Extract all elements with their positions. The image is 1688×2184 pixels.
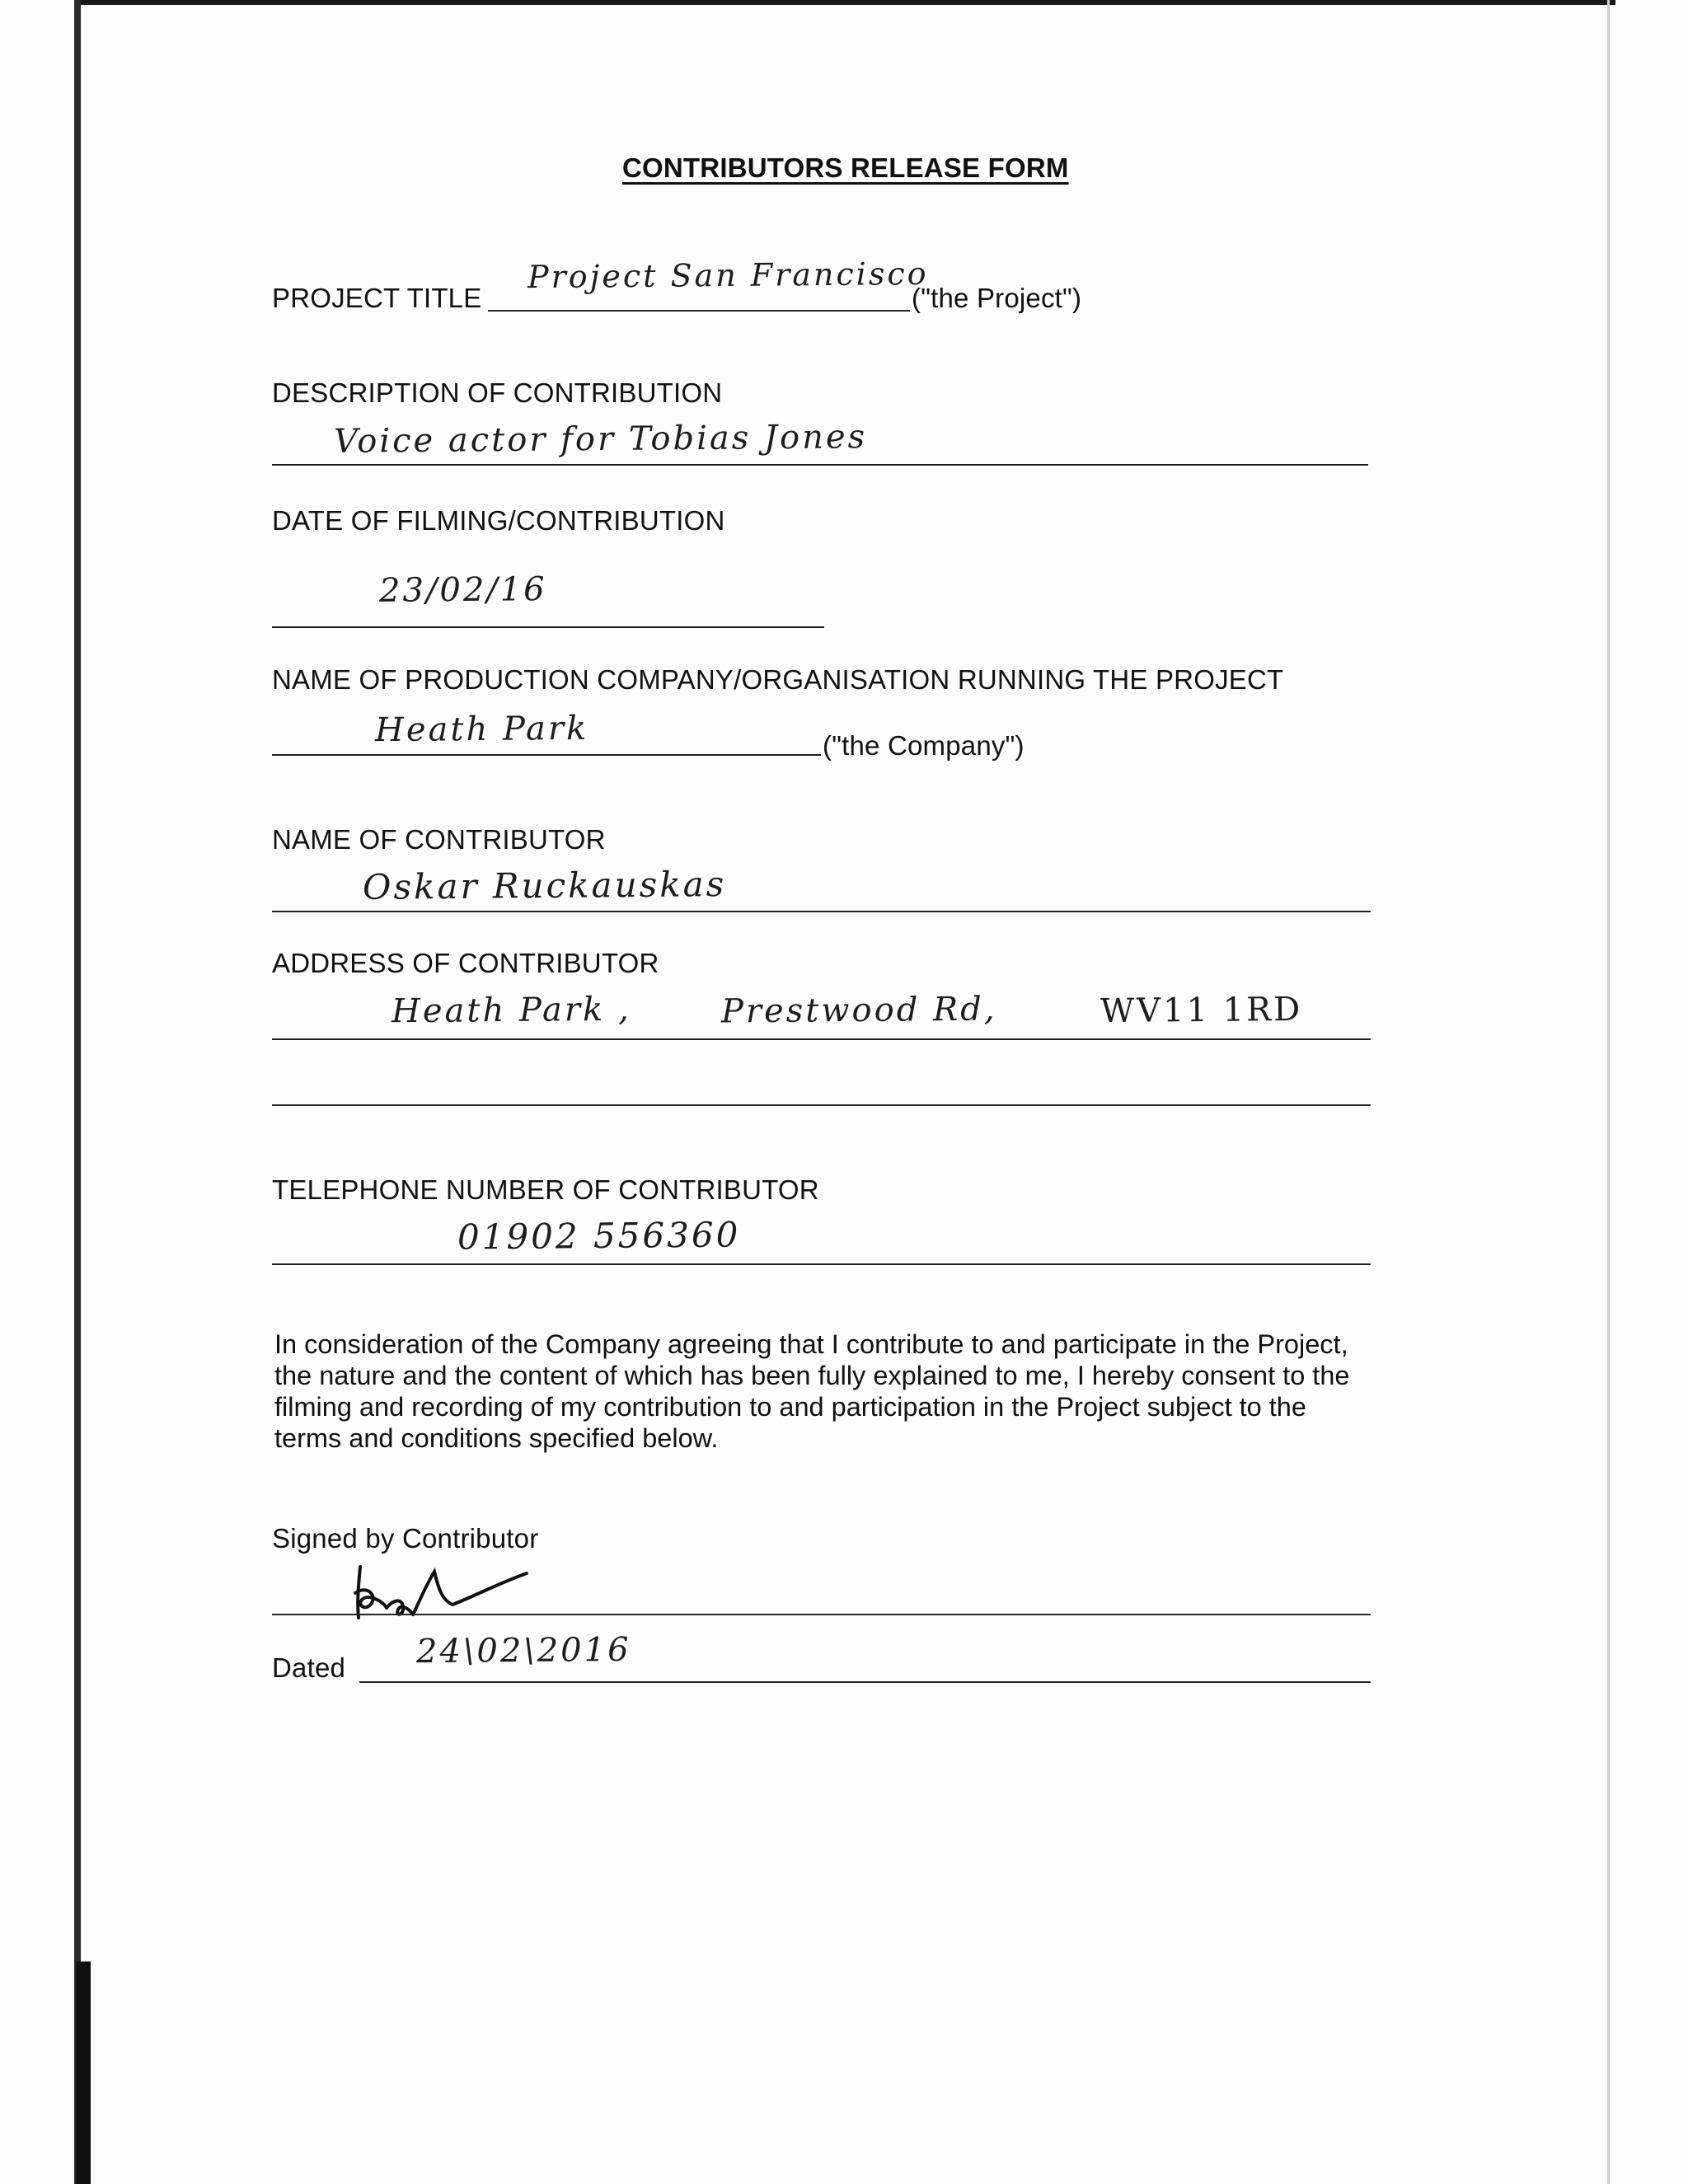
address-value-street: Heath Park , bbox=[391, 990, 631, 1031]
contributor-label: NAME OF CONTRIBUTOR bbox=[272, 824, 606, 855]
address-value-postcode: WV11 1RD bbox=[1100, 990, 1303, 1031]
project-suffix: ("the Project") bbox=[912, 283, 1082, 313]
scan-edge-top bbox=[74, 0, 1615, 5]
address-line-1 bbox=[272, 1038, 1371, 1040]
description-label: DESCRIPTION OF CONTRIBUTION bbox=[272, 377, 723, 408]
form-title: CONTRIBUTORS RELEASE FORM bbox=[622, 152, 1069, 183]
contributor-line bbox=[272, 911, 1371, 912]
date-value: 23/02/16 bbox=[378, 570, 547, 610]
consent-line: the nature and the content of which has been fully explained to me, I hereby consent to the bbox=[274, 1361, 1350, 1390]
company-suffix: ("the Company") bbox=[823, 730, 1025, 761]
address-line-2 bbox=[272, 1104, 1371, 1106]
project-title-line bbox=[488, 310, 910, 312]
date-label: DATE OF FILMING/CONTRIBUTION bbox=[272, 505, 725, 536]
scan-edge-shadow bbox=[76, 1961, 91, 2184]
dated-value: 24\02\2016 bbox=[415, 1630, 631, 1671]
company-label: NAME OF PRODUCTION COMPANY/ORGANISATION RUNNING THE PROJECT bbox=[272, 664, 1284, 695]
dated-line bbox=[359, 1681, 1371, 1683]
telephone-value: 01902 556360 bbox=[457, 1214, 741, 1258]
description-value: Voice actor for Tobias Jones bbox=[333, 418, 868, 461]
telephone-line bbox=[272, 1263, 1371, 1265]
address-label: ADDRESS OF CONTRIBUTOR bbox=[272, 948, 659, 978]
telephone-label: TELEPHONE NUMBER OF CONTRIBUTOR bbox=[272, 1174, 819, 1205]
scan-edge-left bbox=[74, 0, 81, 2184]
signed-label: Signed by Contributor bbox=[272, 1523, 539, 1554]
contributor-signature bbox=[350, 1560, 532, 1626]
description-line bbox=[272, 464, 1368, 466]
company-value: Heath Park bbox=[374, 709, 589, 750]
consent-line: terms and conditions specified below. bbox=[274, 1423, 719, 1453]
project-title-label: PROJECT TITLE bbox=[272, 283, 482, 313]
address-value-road: Prestwood Rd, bbox=[720, 990, 997, 1031]
company-line bbox=[272, 754, 821, 756]
consent-line: filming and recording of my contribution to and participation in the Project subject to the bbox=[274, 1392, 1306, 1422]
scan-edge-right bbox=[1607, 0, 1610, 2184]
consent-paragraph bbox=[274, 1329, 1412, 1454]
date-line bbox=[272, 626, 824, 628]
signature-line bbox=[272, 1614, 1371, 1615]
contributor-value: Oskar Ruckauskas bbox=[362, 864, 727, 907]
project-title-value: Project San Francisco bbox=[527, 255, 929, 296]
consent-line: In consideration of the Company agreeing that I contribute to and participate in the Project, bbox=[274, 1329, 1348, 1359]
dated-label: Dated bbox=[272, 1652, 346, 1683]
